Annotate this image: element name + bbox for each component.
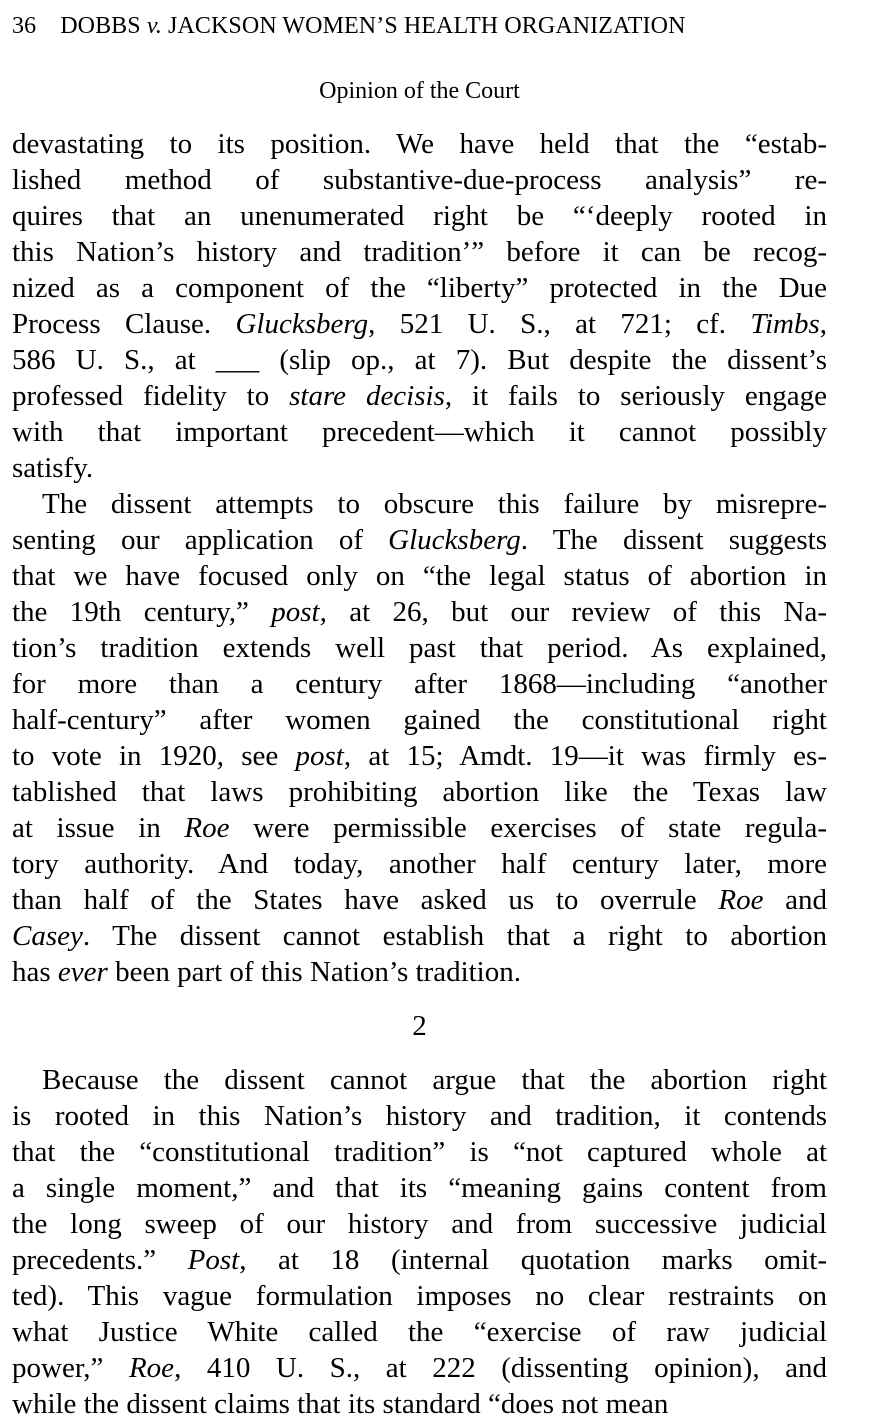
text-run: precedents.” <box>12 1244 188 1276</box>
text-line <box>12 522 827 558</box>
text-line <box>12 702 827 738</box>
text-run: quires that an unenumerated right be “‘deeply rooted in <box>12 200 827 232</box>
text-run: to vote in 1920, see <box>12 740 296 772</box>
text-run: . The dissent cannot establish that a right to abortion <box>82 920 827 952</box>
text-run: at 26, but our review of this Na- <box>326 596 827 628</box>
text-line <box>12 1098 827 1134</box>
italic-text: Post <box>187 1244 240 1276</box>
text-run: ted). This vague formulation imposes no clear restraints on <box>12 1280 827 1312</box>
text-line <box>12 1170 827 1206</box>
text-run: , 410 U. S., at 222 (dissenting opinion), and <box>174 1352 827 1384</box>
italic-text: ever <box>57 956 108 988</box>
case-title <box>60 12 685 40</box>
text-line <box>12 630 827 666</box>
text-run: tablished that laws prohibiting abortion like the Texas law <box>12 776 827 808</box>
text-run: power,” <box>12 1352 129 1384</box>
text-run: The dissent attempts to obscure this failure by misrepre- <box>42 488 827 520</box>
text-line <box>12 270 827 306</box>
italic-text: stare decisis <box>289 380 445 412</box>
text-line <box>12 1062 827 1098</box>
italic-text: post <box>295 740 344 772</box>
text-run: , at 15; Amdt. 19—it was firmly es- <box>343 740 827 772</box>
page-number: 36 <box>12 13 37 39</box>
text-line <box>12 918 827 954</box>
text-line <box>12 450 827 486</box>
case-title-versus: v. <box>146 13 162 39</box>
text-line <box>12 486 827 522</box>
italic-text: Timbs <box>750 308 820 340</box>
text-run: nized as a component of the “liberty” protected in the Due <box>12 272 827 304</box>
text-line <box>12 882 827 918</box>
text-line <box>12 738 827 774</box>
text-run: at issue in <box>12 812 185 844</box>
text-line <box>12 594 827 630</box>
opinion-body <box>12 126 827 1421</box>
text-line <box>12 666 827 702</box>
italic-text: Glucksberg <box>388 524 521 556</box>
text-line <box>12 378 827 414</box>
italic-text: Roe <box>128 1352 175 1384</box>
text-line <box>12 846 827 882</box>
text-run: than half of the States have asked us to overrule <box>12 884 719 916</box>
text-run: , it fails to seriously engage <box>444 380 827 412</box>
text-run: , <box>819 308 827 340</box>
text-line <box>12 234 827 270</box>
text-line <box>12 810 827 846</box>
running-head <box>12 12 812 40</box>
text-line <box>12 1134 827 1170</box>
text-run: the long sweep of our history and from successive judicial <box>12 1208 827 1240</box>
text-line <box>12 1206 827 1242</box>
text-run: satisfy. <box>12 452 94 484</box>
case-title-post: JACKSON WOMEN’S HEALTH ORGANIZATION <box>161 13 686 39</box>
text-line <box>12 1350 827 1386</box>
italic-text: post, <box>271 596 327 628</box>
text-run: half-century” after women gained the constitutional right <box>12 704 827 736</box>
text-line <box>12 162 827 198</box>
text-run: with that important precedent—which it cannot possibly <box>12 416 827 448</box>
text-line <box>12 306 827 342</box>
text-run: what Justice White called the “exercise of raw judicial <box>12 1316 827 1348</box>
text-line <box>12 1314 827 1350</box>
italic-text: Roe <box>718 884 764 916</box>
text-run: professed fidelity to <box>12 380 290 412</box>
text-run: 586 U. S., at ___ (slip op., at 7). But despite the dissent’s <box>12 344 827 376</box>
text-run: this Nation’s history and tradition’” before it can be recog- <box>12 236 827 268</box>
text-run: been part of this Nation’s tradition. <box>107 956 521 988</box>
text-run: for more than a century after 1868—including “another <box>12 668 827 700</box>
case-title-pre: DOBBS <box>60 13 147 39</box>
text-run: devastating to its position. We have held that the “estab- <box>12 128 827 160</box>
text-line <box>12 1386 827 1421</box>
italic-text: Roe <box>184 812 230 844</box>
text-line <box>12 198 827 234</box>
text-run: tion’s tradition extends well past that period. As explained, <box>12 632 827 664</box>
text-line <box>12 414 827 450</box>
text-run: the 19th century,” <box>12 596 272 628</box>
text-run: , 521 U. S., at 721; cf. <box>368 308 751 340</box>
text-run: . The dissent suggests <box>520 524 828 556</box>
text-run: while the dissent claims that its standard “does not mean <box>12 1388 669 1420</box>
text-run: and <box>763 884 827 916</box>
text-line <box>12 342 827 378</box>
text-run: is rooted in this Nation’s history and tradition, it contends <box>12 1100 827 1132</box>
opinion-subtitle: Opinion of the Court <box>319 78 520 104</box>
text-line <box>12 774 827 810</box>
italic-text: Glucksberg <box>235 308 369 340</box>
text-run: lished method of substantive-due-process analysis” re- <box>12 164 827 196</box>
text-line <box>12 954 827 990</box>
paragraph <box>12 126 827 486</box>
paragraph <box>12 486 827 990</box>
text-line <box>12 1242 827 1278</box>
section-number: 2 <box>412 1010 427 1042</box>
text-run: that we have focused only on “the legal status of abortion in <box>12 560 827 592</box>
text-line <box>12 126 827 162</box>
text-run: tory authority. And today, another half century later, more <box>12 848 827 880</box>
paragraph <box>12 1062 827 1421</box>
italic-text: Casey <box>12 920 83 952</box>
text-line <box>12 1278 827 1314</box>
text-run: , at 18 (internal quotation marks omit- <box>239 1244 828 1276</box>
text-run: were permissible exercises of state regula- <box>229 812 827 844</box>
text-line <box>12 558 827 594</box>
text-run: has <box>12 956 58 988</box>
text-run: senting our application of <box>12 524 389 556</box>
text-run: Because the dissent cannot argue that the abortion right <box>42 1064 827 1096</box>
text-run: Process Clause. <box>12 308 236 340</box>
text-run: a single moment,” and that its “meaning gains content from <box>12 1172 827 1204</box>
text-run: that the “constitutional tradition” is “not captured whole at <box>12 1136 827 1168</box>
